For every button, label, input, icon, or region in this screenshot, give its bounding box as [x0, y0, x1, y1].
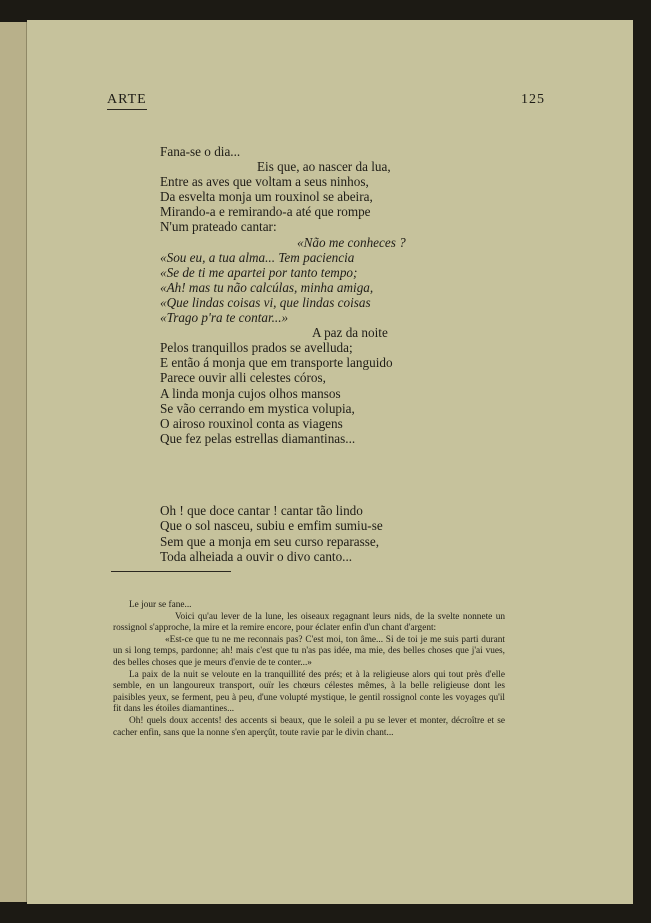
poem-line: N'um prateado cantar: — [160, 219, 277, 235]
poem-line: «Não me conheces ? — [297, 234, 406, 250]
french-translation-note — [113, 600, 505, 739]
poem-line: Se vão cerrando em mystica volupia, — [160, 400, 355, 416]
poem-line: «Que lindas coisas vi, que lindas coisas — [160, 294, 371, 310]
poem-line: Eis que, ao nascer da lua, — [257, 159, 391, 175]
running-title: ARTE — [107, 92, 147, 110]
note-paragraph: Voici qu'au lever de la lune, les oiseaux regagnant leurs nids, de la svelte nonnete un rossignol s'approche, la mire et la remire encore, pour éclater enfin d'un chant d'argent: — [113, 611, 505, 634]
page-header — [107, 92, 545, 110]
poem-stanza-1 — [160, 144, 460, 446]
poem-line: A linda monja cujos olhos mansos — [160, 385, 341, 401]
poem-line: Parece ouvir alli celestes córos, — [160, 370, 326, 386]
poem-line: «Ah! mas tu não calcúlas, minha amiga, — [160, 279, 374, 295]
poem-line: Da esvelta monja um rouxinol se abeira, — [160, 189, 373, 205]
note-paragraph: La paix de la nuit se veloute en la tranquillité des prés; et à la religieuse alors qui tout près d'elle semble, en un langoureux transport, ouïr les chœurs célestes mêmes, à la belle religieuse dont les paisibles yeux, se ferment, peu à peu, d'une volupté mystique, le gentil rossignol conte les voyages qu'il fit dans les étoiles diamantines... — [113, 669, 505, 715]
poem-stanza-2 — [160, 503, 383, 564]
poem-line: A paz da noite — [312, 325, 388, 341]
page-number: 125 — [521, 92, 545, 107]
note-paragraph: «Est-ce que tu ne me reconnais pas? C'est moi, ton âme... Si de toi je me suis parti durant un si long temps, pardonne; ah! mais c'est que tu n'as pas idée, ma mie, des belles choses que j'ai vues, des belles choses que je meurs d'envie de te conter...» — [113, 634, 505, 668]
previous-page-edge — [0, 22, 27, 902]
note-paragraph: Le jour se fane... — [129, 600, 192, 610]
poem-line: Sem que a monja em seu curso reparasse, — [160, 533, 379, 549]
poem-line: Que o sol nasceu, subiu e emfim sumiu-se — [160, 518, 383, 534]
poem-line: «Sou eu, a tua alma... Tem paciencia — [160, 249, 355, 265]
poem-line: Entre as aves que voltam a seus ninhos, — [160, 174, 369, 190]
poem-line: «Trago p'ra te contar...» — [160, 310, 289, 326]
poem-line: «Se de ti me apartei por tanto tempo; — [160, 264, 358, 280]
poem-line: Oh ! que doce cantar ! cantar tão lindo — [160, 503, 363, 518]
poem-line: O airoso rouxinol conta as viagens — [160, 415, 343, 431]
footnote-rule — [111, 571, 231, 572]
poem-line: Que fez pelas estrellas diamantinas... — [160, 430, 356, 446]
book-page — [27, 20, 633, 904]
poem-line: E então á monja que em transporte languido — [160, 355, 393, 371]
poem-line: Toda alheiada a ouvir o divo canto... — [160, 548, 353, 564]
poem-line: Mirando-a e remirando-a até que rompe — [160, 204, 371, 220]
poem-line: Fana-se o dia... — [160, 144, 241, 159]
note-paragraph: Oh! quels doux accents! des accents si beaux, que le soleil a pu se lever et monter, décroître et se cacher enfin, sans que la nonne s'en aperçût, toute ravie par le divin chant... — [113, 715, 505, 738]
poem-line: Pelos tranquillos prados se avelluda; — [160, 340, 353, 356]
